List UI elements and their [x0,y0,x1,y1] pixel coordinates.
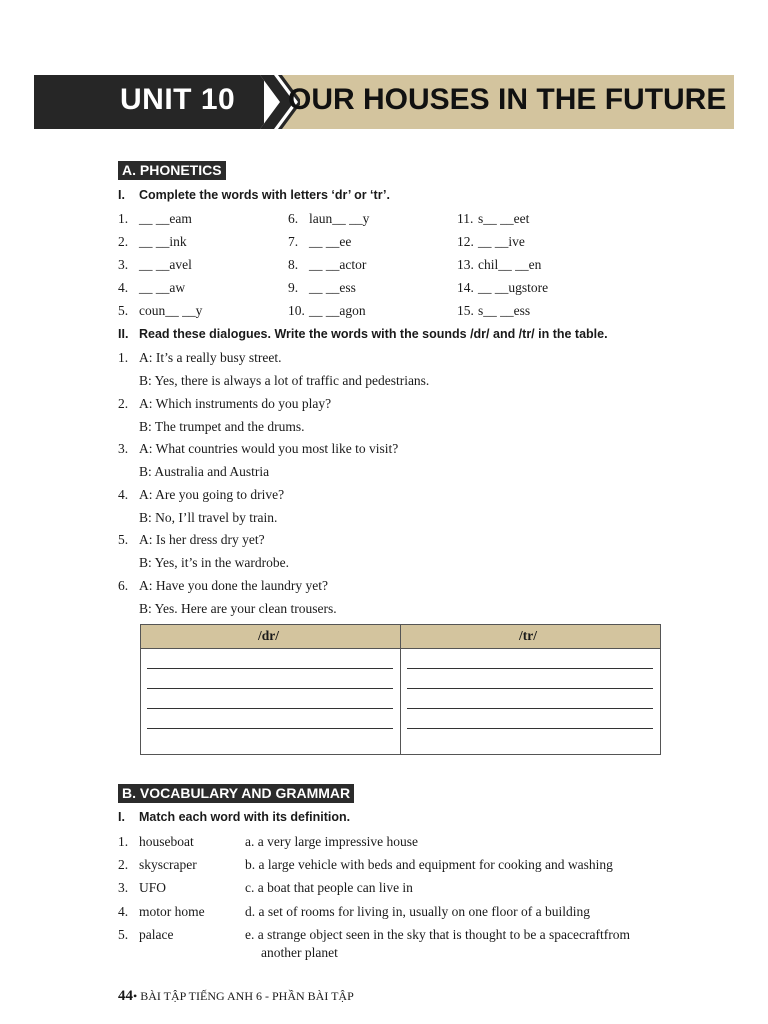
word-item: 4. __ __aw [118,280,186,295]
word-item: 11. s__ __eet [457,211,530,226]
dialogue-line-a: 3. A: What countries would you most like to visit? [118,441,399,456]
answer-blank-dr[interactable] [147,708,393,709]
roman-numeral: I. [118,188,125,202]
dialogue-line-a: 6. A: Have you done the laundry yet? [118,578,328,593]
exercise-b1-instruction [118,810,350,824]
word-item: 10. __ __agon [288,303,366,318]
dialogue-line-a: 4. A: Are you going to drive? [118,487,285,502]
roman-numeral: I. [118,810,125,824]
unit-banner [34,75,734,129]
dialogue-line-b: B: The trumpet and the drums. [139,419,305,434]
answer-blank-dr[interactable] [147,688,393,689]
match-definition: e. a strange object seen in the sky that is thought to be a spacecraftfrom [245,927,630,942]
word-item: 7. __ __ee [288,234,352,249]
match-word: 4. motor home [118,904,205,919]
dialogue-line-b: B: No, I’ll travel by train. [139,510,278,525]
match-definition: b. a large vehicle with beds and equipment for cooking and washing [245,857,613,872]
answer-blank-tr[interactable] [407,668,653,669]
dialogue-line-a: 2. A: Which instruments do you play? [118,396,332,411]
word-item: 6. laun__ __y [288,211,370,226]
word-item: 5. coun__ __y [118,303,203,318]
match-definition: c. a boat that people can live in [245,880,413,895]
instruction-text: Match each word with its definition. [139,810,351,824]
word-item: 2. __ __ink [118,234,187,249]
word-item: 15. s__ __ess [457,303,531,318]
dialogue-line-b: B: Yes. Here are your clean trousers. [139,601,337,616]
answer-blank-dr[interactable] [147,668,393,669]
match-definition: d. a set of rooms for living in, usually on one floor of a building [245,904,590,919]
match-definition: a. a very large impressive house [245,834,418,849]
match-word: 3. UFO [118,880,167,895]
dialogue-line-a: 1. A: It’s a really busy street. [118,350,282,365]
dialogue-line-a: 5. A: Is her dress dry yet? [118,532,265,547]
page-number: 44 [118,988,133,1004]
exercise-a1-instruction [118,188,390,202]
unit-number: UNIT 10 [120,83,236,116]
answer-table [140,624,661,755]
match-word: 5. palace [118,927,174,942]
table-header-tr: /tr/ [519,628,537,643]
dialogue-line-b: B: Yes, there is always a lot of traffic and pedestrians. [139,373,430,388]
match-word: 1. houseboat [118,834,194,849]
match-word: 2. skyscraper [118,857,197,872]
roman-numeral: II. [118,327,129,341]
word-item: 3. __ __avel [118,257,192,272]
word-item: 14. __ __ugstore [457,280,549,295]
answer-blank-dr[interactable] [147,728,393,729]
section-a-label: A. PHONETICS [118,161,226,180]
word-item: 1. __ __eam [118,211,192,226]
page-footer [118,988,354,1005]
dialogue-line-b: B: Australia and Austria [139,464,270,479]
word-item: 12. __ __ive [457,234,525,249]
answer-blank-tr[interactable] [407,708,653,709]
word-item: 13. chil__ __en [457,257,542,272]
table-column-divider [400,625,401,754]
book-title: • BÀI TẬP TIẾNG ANH 6 - PHẦN BÀI TẬP [133,989,354,1003]
unit-title: OUR HOUSES IN THE FUTURE [288,83,727,116]
table-header-dr: /dr/ [258,628,280,643]
instruction-text: Complete the words with letters ‘dr’ or ‘tr’. [139,188,390,202]
dialogue-line-b: B: Yes, it’s in the wardrobe. [139,555,289,570]
instruction-text: Read these dialogues. Write the words with the sounds /dr/ and /tr/ in the table. [139,327,608,341]
exercise-a2-instruction [118,327,608,341]
match-definition-continued: another planet [261,945,338,960]
section-b-label: B. VOCABULARY AND GRAMMAR [118,784,354,803]
word-item: 8. __ __actor [288,257,367,272]
answer-blank-tr[interactable] [407,728,653,729]
answer-blank-tr[interactable] [407,688,653,689]
word-item: 9. __ __ess [288,280,356,295]
